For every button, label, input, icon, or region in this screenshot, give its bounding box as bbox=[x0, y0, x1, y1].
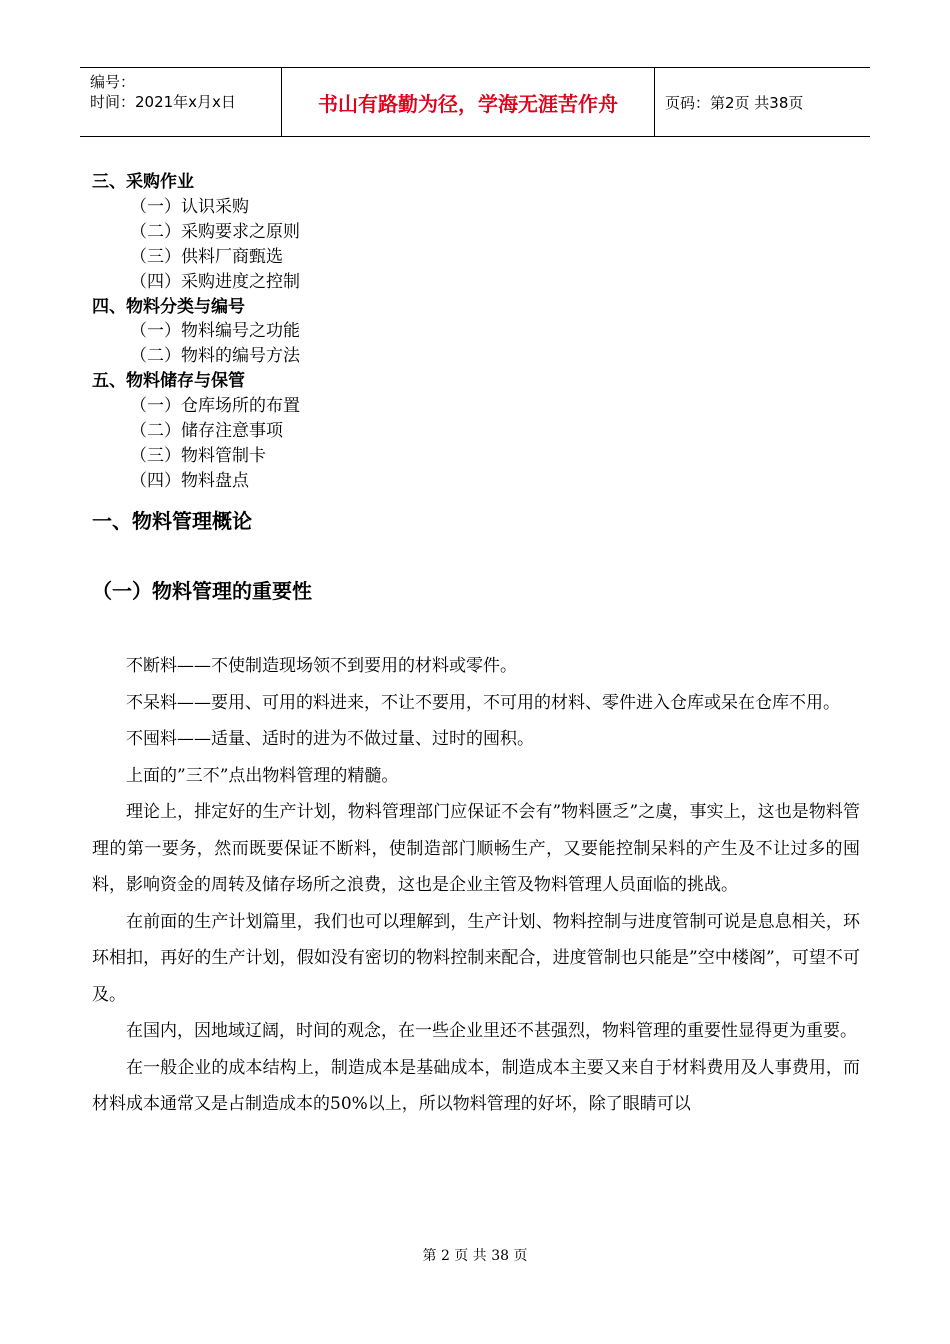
page-header bbox=[80, 67, 870, 137]
paragraph: 不囤料——适量、适时的进为不做过量、过时的囤积。 bbox=[126, 729, 534, 749]
toc-item: （二）采购要求之原则 bbox=[130, 221, 300, 242]
paragraph: 在前面的生产计划篇里，我们也可以理解到，生产计划、物料控制与进度管制可说是息息相关，环环相扣，再好的生产计划，假如没有密切的物料控制来配合，进度管制也只能是”空中楼阁”，可望不可及。 bbox=[92, 911, 860, 1005]
toc-item: （二）储存注意事项 bbox=[130, 421, 283, 442]
toc-item: （四）物料盘点 bbox=[130, 470, 249, 491]
paragraph: 不断料——不使制造现场领不到要用的材料或零件。 bbox=[126, 656, 517, 676]
table-of-contents bbox=[92, 170, 300, 494]
toc-item: （三）供料厂商甄选 bbox=[130, 246, 283, 267]
page-footer: 第 2 页 共 38 页 bbox=[422, 1248, 528, 1264]
toc-item: （一）物料编号之功能 bbox=[130, 321, 300, 342]
paragraph: 不呆料——要用、可用的料进来，不让不要用，不可用的材料、零件进入仓库或呆在仓库不用。 bbox=[126, 692, 840, 713]
header-motto: 书山有路勤为径，学海无涯苦作舟 bbox=[282, 68, 655, 136]
paragraph: 上面的”三不”点出物料管理的精髓。 bbox=[126, 765, 399, 786]
header-meta bbox=[80, 68, 282, 136]
document-date: 时间：2021年x月x日 bbox=[90, 93, 236, 111]
toc-item: 四、物料分类与编号 bbox=[92, 296, 245, 317]
toc-item: （三）物料管制卡 bbox=[130, 445, 266, 466]
paragraph: 在一般企业的成本结构上，制造成本是基础成本，制造成本主要又来自于材料费用及人事费用，而材料成本通常又是占制造成本的50%以上，所以物料管理的好坏，除了眼睛可以 bbox=[92, 1057, 860, 1114]
paragraph: 在国内，因地域辽阔，时间的观念，在一些企业里还不甚强烈，物料管理的重要性显得更为重要。 bbox=[126, 1021, 857, 1041]
toc-item: （一）认识采购 bbox=[130, 196, 249, 217]
document-number-label: 编号： bbox=[90, 73, 136, 91]
header-page-info: 页码：第2页 共38页 bbox=[665, 93, 804, 112]
paragraph: 理论上，排定好的生产计划，物料管理部门应保证不会有”物料匮乏”之虞，事实上，这也是物料管理的第一要务，然而既要保证不断料，使制造部门顺畅生产，又要能控制呆料的产生及不让过多的囤料，影响资金的周转及储存场所之浪费，这也是企业主管及物料管理人员面临的挑战。 bbox=[92, 802, 860, 895]
toc-item: （一）仓库场所的布置 bbox=[130, 396, 300, 417]
toc-item: （四）采购进度之控制 bbox=[130, 271, 300, 292]
body-text bbox=[92, 648, 860, 1123]
section-title: 一、物料管理概论 bbox=[92, 509, 252, 533]
subsection-title: （一）物料管理的重要性 bbox=[92, 579, 312, 603]
toc-item: 三、采购作业 bbox=[92, 172, 194, 192]
toc-item: （二）物料的编号方法 bbox=[130, 346, 300, 367]
toc-item: 五、物料储存与保管 bbox=[92, 371, 245, 392]
